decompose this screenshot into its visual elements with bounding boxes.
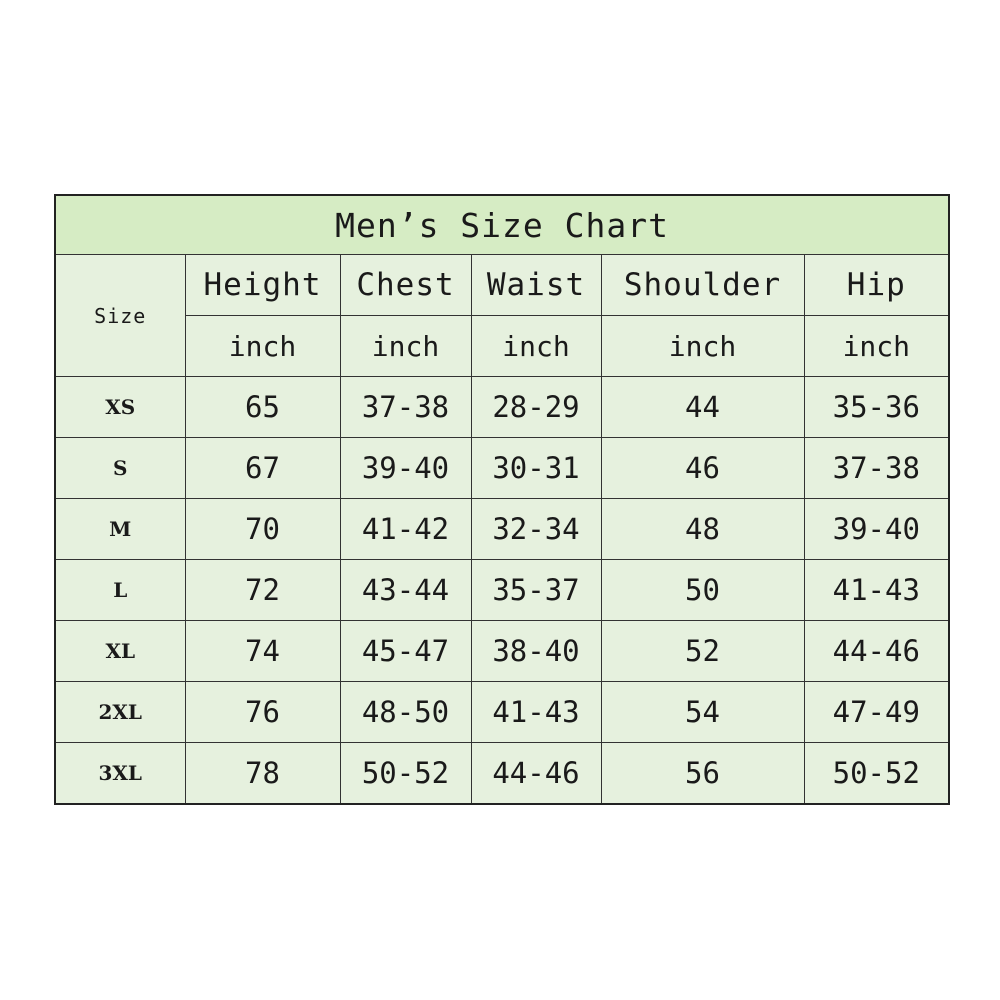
size-cell: L [55,560,185,621]
unit-waist: inch [471,316,601,377]
waist-cell: 35-37 [471,560,601,621]
hip-cell: 35-36 [804,377,949,438]
column-header-hip: Hip [804,255,949,316]
chart-title: Men’s Size Chart [55,195,949,255]
height-cell: 67 [185,438,340,499]
header-row [55,255,949,316]
height-cell: 72 [185,560,340,621]
hip-cell: 47-49 [804,682,949,743]
waist-cell: 32-34 [471,499,601,560]
waist-cell: 38-40 [471,621,601,682]
waist-cell: 28-29 [471,377,601,438]
table-row [55,682,949,743]
table-row [55,438,949,499]
chest-cell: 48-50 [340,682,471,743]
column-header-chest: Chest [340,255,471,316]
size-rows [55,377,949,805]
hip-cell: 44-46 [804,621,949,682]
chest-cell: 37-38 [340,377,471,438]
column-header-waist: Waist [471,255,601,316]
height-cell: 78 [185,743,340,805]
shoulder-cell: 44 [601,377,804,438]
shoulder-cell: 52 [601,621,804,682]
table-row [55,499,949,560]
waist-cell: 30-31 [471,438,601,499]
size-cell: XL [55,621,185,682]
unit-chest: inch [340,316,471,377]
waist-cell: 44-46 [471,743,601,805]
unit-hip: inch [804,316,949,377]
size-cell: XS [55,377,185,438]
size-header: Size [55,255,185,377]
column-header-shoulder: Shoulder [601,255,804,316]
size-cell: 2XL [55,682,185,743]
height-cell: 70 [185,499,340,560]
chest-cell: 41-42 [340,499,471,560]
size-cell: M [55,499,185,560]
hip-cell: 37-38 [804,438,949,499]
waist-cell: 41-43 [471,682,601,743]
hip-cell: 39-40 [804,499,949,560]
height-cell: 65 [185,377,340,438]
hip-cell: 41-43 [804,560,949,621]
chest-cell: 45-47 [340,621,471,682]
unit-shoulder: inch [601,316,804,377]
chest-cell: 39-40 [340,438,471,499]
size-cell: S [55,438,185,499]
shoulder-cell: 46 [601,438,804,499]
shoulder-cell: 54 [601,682,804,743]
height-cell: 76 [185,682,340,743]
table-row [55,377,949,438]
unit-height: inch [185,316,340,377]
unit-row [55,316,949,377]
chest-cell: 43-44 [340,560,471,621]
table-row [55,743,949,805]
chest-cell: 50-52 [340,743,471,805]
size-cell: 3XL [55,743,185,805]
shoulder-cell: 50 [601,560,804,621]
table-row [55,621,949,682]
title-row [55,195,949,255]
height-cell: 74 [185,621,340,682]
column-header-height: Height [185,255,340,316]
table-row [55,560,949,621]
shoulder-cell: 48 [601,499,804,560]
size-chart-table [54,194,950,805]
hip-cell: 50-52 [804,743,949,805]
shoulder-cell: 56 [601,743,804,805]
